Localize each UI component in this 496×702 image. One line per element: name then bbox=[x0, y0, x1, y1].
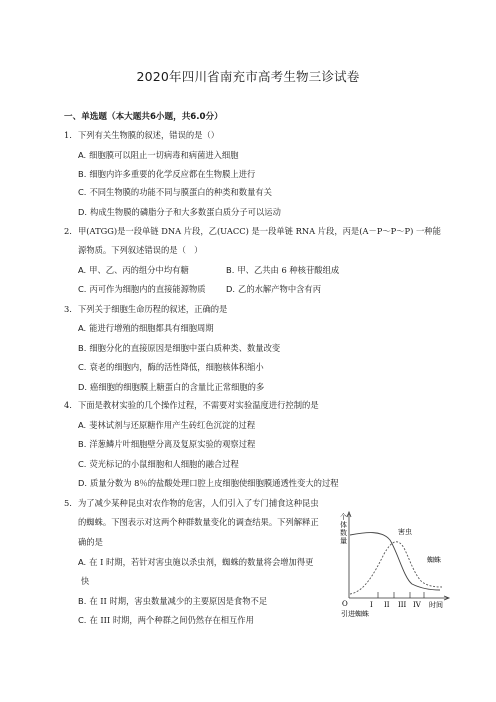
graph-intro-label: 引进蜘蛛 bbox=[341, 610, 369, 618]
period-label-2: II bbox=[384, 601, 390, 609]
q5-option-c: C. 在 III 时期，两个种群之间仍然存在相互作用 bbox=[78, 615, 254, 625]
q1-option-d: D. 构成生物膜的磷脂分子和大多数蛋白质分子可以运动 bbox=[78, 207, 281, 217]
q1-option-a: A. 细胞膜可以阻止一切病毒和病菌进入细胞 bbox=[78, 150, 239, 160]
q5-option-a-continued: 快 bbox=[81, 576, 90, 586]
graph-origin: O bbox=[342, 600, 348, 608]
q5-option-a: A. 在 I 时期，若针对害虫施以杀虫剂，蜘蛛的数量将会增加得更 bbox=[78, 557, 314, 567]
q1-option-c: C. 不同生物膜的功能不同与膜蛋白的种类和数量有关 bbox=[78, 187, 272, 197]
graph-ylabel-3: 数 bbox=[340, 529, 347, 537]
spider-curve bbox=[350, 542, 442, 594]
q3-option-d: D. 癌细胞的细胞膜上糖蛋白的含量比正常细胞的多 bbox=[78, 382, 265, 392]
q4-option-c: C. 荧光标记的小鼠细胞和人细胞的融合过程 bbox=[78, 459, 239, 469]
graph-ylabel-2: 体 bbox=[340, 521, 347, 529]
q4-option-a: A. 斐林试剂与还原糖作用产生砖红色沉淀的过程 bbox=[78, 420, 256, 430]
q5-option-b: B. 在 II 时期，害虫数量减少的主要原因是食物不足 bbox=[78, 596, 268, 606]
q3-option-c: C. 衰老的细胞内，酶的活性降低，细胞核体积缩小 bbox=[78, 362, 264, 372]
q3-option-a: A. 能进行增殖的细胞都具有细胞周期 bbox=[78, 323, 214, 333]
q1-option-b: B. 细胞内许多重要的化学反应都在生物膜上进行 bbox=[78, 169, 256, 179]
period-label-3: III bbox=[398, 601, 407, 609]
exam-title: 2020年四川省南充市高考生物三诊试卷 bbox=[136, 69, 360, 84]
question-1-stem: 1. 下列有关生物膜的叙述，错误的是（） bbox=[64, 130, 220, 140]
pest-label: 害虫 bbox=[398, 528, 412, 536]
q4-option-b: B. 洋葱鳞片叶细胞壁分离及复原实验的观察过程 bbox=[78, 439, 256, 449]
q4-option-d: D. 质量分数为 8％的盐酸处理口腔上皮细胞使细胞膜通透性变大的过程 bbox=[78, 478, 339, 488]
question-2-stem-continued: 源物质。下列叙述错误的是（ ） bbox=[78, 245, 203, 255]
question-2-stem: 2. 甲(ATGG)是一段单链 DNA 片段，乙(UACC) 是一段单链 RNA 片段，丙是(A－P～P～P) 一种能 bbox=[64, 226, 441, 236]
q2-option-c: C. 丙可作为细胞内的直接能源物质 bbox=[78, 284, 206, 294]
graph-xlabel: 时间 bbox=[429, 601, 443, 609]
question-4-stem: 4. 下面是教材实验的几个操作过程，不需要对实验温度进行控制的是 bbox=[64, 400, 319, 410]
question-5-stem-continued: 的蜘蛛。下图表示对这两个种群数量变化的调查结果。下列解释正 bbox=[78, 517, 319, 527]
q3-option-b: B. 细胞分化的直接原因是细胞中蛋白质种类、数量改变 bbox=[78, 343, 281, 353]
question-3-stem: 3. 下列关于细胞生命历程的叙述，正确的是 bbox=[64, 304, 228, 314]
graph-ylabel-1: 个 bbox=[340, 513, 347, 521]
graph-ylabel-4: 量 bbox=[340, 537, 347, 545]
q2-option-b: B. 甲、乙共由 6 种核苷酸组成 bbox=[226, 265, 340, 275]
population-graph bbox=[336, 508, 452, 618]
period-label-4: IV bbox=[413, 601, 421, 609]
period-label-1: I bbox=[370, 601, 373, 609]
q2-option-a: A. 甲、乙、丙的组分中均有糖 bbox=[78, 265, 189, 275]
question-5-stem-continued-2: 确的是 bbox=[78, 537, 103, 547]
question-5-stem: 5. 为了减少某种昆虫对农作物的危害，人们引入了专门捕食这种昆虫 bbox=[64, 498, 319, 508]
q2-option-d: D. 乙的水解产物中含有丙 bbox=[226, 284, 322, 294]
section-heading: 一、单选题（本大题共6小题，共6.0分） bbox=[64, 112, 223, 122]
spider-label: 蜘蛛 bbox=[427, 556, 441, 564]
